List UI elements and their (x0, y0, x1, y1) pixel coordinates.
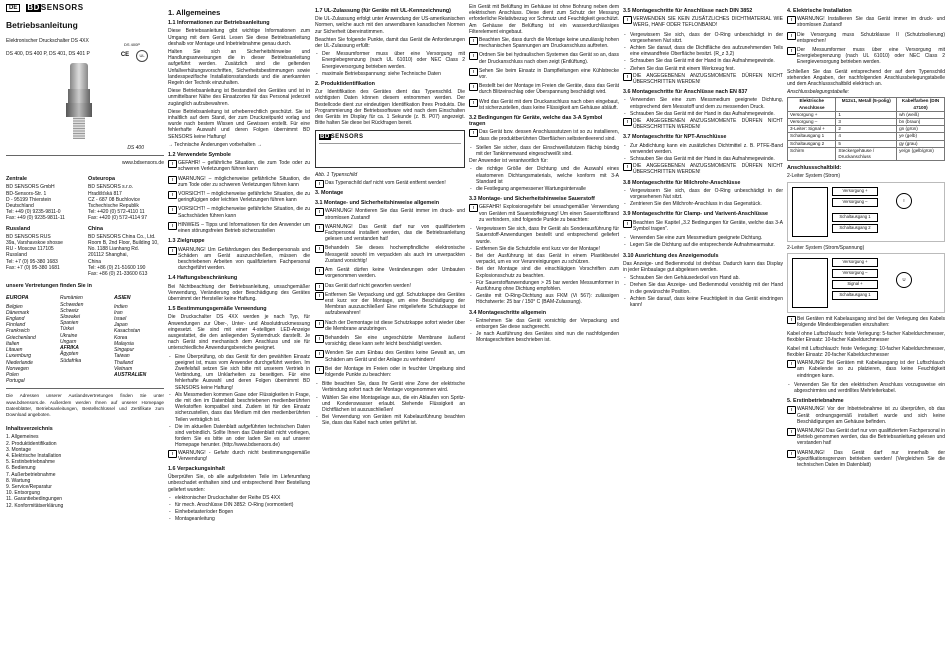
warning-note: ! DIE ANGEGEBENEN ANZUGSMOMENTE DÜRFEN NICHT ÜBERSCHRITTEN WERDEN! (623, 118, 783, 130)
warning-note: ! WARNUNG! – möglicherweise gefährliche Situation, die zum Tode oder zu schweren Verletzungen führen kann (168, 176, 310, 188)
warning-note: ! WARNUNG! Bei Geräten mit Kabelausgang ist der Luftschlauch am Kabelende so zu platzieren, dass keine Feuchtigkeit eindringen kann. (787, 360, 945, 379)
section-heading: 3.9 Montageschritte für Clamp- und Varivent-Anschlüsse (623, 211, 768, 218)
image-caption: DS 400 (127, 144, 144, 151)
list-item: - Schrauben Sie das Gerät mit der Hand in das Aufnahmegewinde. (623, 58, 783, 64)
paragraph: Der Anwender ist verantwortlich für: (469, 158, 548, 165)
toc-item: 8. Wartung (6, 477, 31, 484)
language-badge: DE (6, 4, 20, 12)
warning-note: ! WARNUNG! Installieren Sie das Gerät immer im druck- und stromlosen Zustand! (787, 16, 945, 28)
toc-item: 5. Erstinbetriebnahme (6, 459, 55, 466)
warning-note: ! DIE ANGEGEBENEN ANZUGSMOMENTE DÜRFEN NICHT ÜBERSCHRITTEN WERDEN! (623, 73, 783, 85)
country-item: Belgien (6, 303, 23, 310)
list-item: - Für Sauerstoffanwendungen > 25 bar werden Messumformer in Ausführung ohne Dichtung empfohlen. (469, 280, 619, 292)
list-item: - Bei Verwendung von Geräten mit Kabelausführung beachten Sie, dass das Kabel nach unten geführt ist. (315, 414, 465, 426)
country-item: AFRIKA (60, 345, 79, 352)
table-of-contents (6, 434, 164, 508)
table-cell: gy (grau) (897, 140, 945, 147)
list-item: - Je nach Ausführung des Gerätes sind nun die nachfolgenden Montageschritten beschrieben ist. (469, 331, 619, 343)
section-heading: 2. Produktidentifikation (315, 81, 375, 88)
section-heading: 3.6 Montageschritte für Anschlüsse nach EN 837 (623, 89, 748, 96)
section-heading: 1.2 Verwendete Symbole (168, 152, 231, 159)
table-cell: gn (grün) (897, 126, 945, 133)
table-cell: Steckergehäuse / Druckanschluss (836, 147, 897, 160)
country-item: Ägypten (60, 351, 79, 358)
section-ul-identification (315, 4, 465, 428)
wiring-diagram-2-wire: Versorgung + Versorgung – Schaltausgang 1 Schaltausgang 2 I (787, 182, 945, 242)
section-heading: 3.8 Montageschritte für Milchrohr-Anschlüsse (623, 179, 741, 186)
country-item: Südafrika (60, 357, 82, 364)
country-item: Schweiz (60, 307, 79, 314)
website: www.bdsensors.de (122, 160, 164, 167)
country-item: Ukraine (60, 332, 78, 339)
table-cell: ye (gelb) (897, 133, 945, 140)
table-header: Kabelfarben (DIN 47100) (897, 98, 945, 111)
section-heading: 3.5 Montageschritte für Anschlüsse nach DIN 3852 (623, 8, 753, 14)
warning-note: ! Beachten Sie, dass durch die Montage keine unzulässig hohen mechanischen Spannungen am Druckanschluss auftreten. (469, 37, 619, 49)
cover-column (6, 4, 164, 509)
partners-title: unsere Vertretungen finden Sie in (6, 283, 92, 290)
table-cell: 5 (836, 140, 897, 147)
warning-note: ! DIE ANGEGEBENEN ANZUGSMOMENTE DÜRFEN NICHT ÜBERSCHRITTEN WERDEN! (623, 163, 783, 175)
section-heading: 3.4 Montageschritte allgemein (469, 309, 546, 316)
list-item: - die richtige Größe der Dichtung und die Auswahl eines elastomeren Dichtungsmaterials, welche konform mit 3-A Standard ist (469, 166, 619, 185)
section-mounting (469, 4, 619, 345)
country-item: Schweden (60, 301, 84, 308)
list-item: - Stellen Sie sicher, dass der Einschweißstutzen flächig bündig mit der Tankinnenwand eingeschweißt sind. (469, 145, 619, 157)
list-item: - Eine Überprüfung, ob das Gerät für den gewählten Einsatz geeignet ist, muss vom Anwender durchgeführt werden. Im Zweifelsfall setzen Sie sich bitte mit unserem Vertrieb in Verbindung, um Unklarheiten zu beseitigen. Für eine fehlerhafte Auswahl und deren Folgen übernimmt BD SENSORS keine Haftung! (168, 354, 310, 391)
table-row (788, 133, 945, 140)
warning-note: ! GEFAHR! Explosionsgefahr bei unsachgemäßer Verwendung von Geräten mit Sauerstoffeignung! Um einen Sauerstoffbrand zu verhindern, sind folgende Punkte zu beachten: (469, 204, 619, 223)
model-list: DS 400, DS 400 P, DS 401, DS 401 P (6, 50, 90, 57)
country-item: Polen (6, 371, 19, 378)
list-item: - Vergewissern Sie sich, dass der O-Ring unbeschädigt in der vorgesehenen Nut sitzt. (623, 188, 783, 200)
table-cell: bn (braun) (897, 119, 945, 126)
country-item: Ungarn (60, 338, 77, 345)
table-cell: wh (weiß) (897, 111, 945, 118)
section-heading: 1.5 Bestimmungsgemäße Verwendung (168, 306, 267, 313)
country-item: Singapur (114, 347, 135, 354)
toc-title: Inhaltsverzeichnis (6, 426, 53, 433)
region-heading: EUROPA (6, 295, 29, 302)
brand-logo: BDSENSORS (27, 4, 84, 12)
warning-note: ! Das Gerät bzw. dessen Anschlussstutzen ist so zu installieren, dass die produktberührten Oberflächen selbstentleerend sind. (469, 129, 619, 141)
list-item: - Verwenden Sie für den elektrischen Anschluss vorzugsweise ein abgeschirmtes und verdrilltes Mehrleiterkabel. (787, 382, 945, 394)
table-cell: Schaltausgang 2 (788, 140, 836, 147)
table-header: Elektrische Anschlüsse (788, 98, 836, 111)
pin-assignment-table (787, 97, 945, 161)
country-item: Griechenland (6, 334, 36, 341)
country-item: Italien (6, 340, 20, 347)
paragraph: Die UL-Zulassung erfolgt unter Anwendung der US-amerikanischen Normen, welche auch mit den anwendbaren kanadischen Normen zur Sicherheit übereinstimmen. (315, 16, 465, 35)
warning-note: ! WARNUNG! Um Gefährdungen des Bedienpersonals und Schäden am Gerät auszuschließen, müssen die beschriebenen Arbeiten von qualifiziertem Fachpersonal durchgeführt werden. (168, 247, 310, 272)
diagram-2-title: 2-Leiter System (Strom/Spannung) (787, 244, 865, 251)
country-item: Thailand (114, 359, 134, 366)
pressure-switch-image (66, 63, 92, 143)
section-heading: 5. Erstinbetriebnahme (787, 398, 844, 405)
list-item: - Zentrieren Sie den Milchrohr-Anschluss in das Gegenstück. (623, 201, 783, 207)
list-item: - Bei der Montage sind die einschlägigen Vorschriften zum Explosionsschutz zu beachten. (469, 266, 619, 278)
warning-note: ! Entfernen Sie Verpackung und ggf. Schutzkappe des Gerätes erst kurz vor der Montage, um eine Beschädigung der Membran auszuschließen! Eine mitgelieferte Schutzkappe ist aufzubewahren! (315, 292, 465, 317)
table-cell: ye/gn (gelb/grün) (897, 147, 945, 160)
paragraph: Beachten Sie folgende Punkte, damit das Gerät die Anforderungen der UL-Zulassung erfüllt: (315, 36, 465, 50)
country-item: Portugal (6, 378, 25, 385)
country-item: Rumänien (60, 295, 83, 302)
section-heading: 1.6 Verpackungsinhalt (168, 466, 225, 472)
list-item: - elektronischer Druckschalter der Reihe DS 4XX (168, 495, 310, 501)
warning-note: ! Sehen Sie beim Einsatz in Dampfleitungen eine Kühlstrecke vor. (469, 68, 619, 80)
country-item: Indien (114, 303, 128, 310)
list-item: - Drehen Sie das Anzeige- und Bedienmodul vorsichtig mit der Hand in die gewünschte Position. (623, 282, 783, 294)
ce-mark: CE (120, 52, 130, 58)
table-cell: Schaltausgang 1 (788, 133, 836, 140)
paragraph: Ein Gerät mit Belüftung im Gehäuse ist ohne Bohrung neben dem elektrischen Anschluss. Diese dient zum Schutz der Messung erforderliche Relativbezug vor Schmutz und Feuchtigkeit geschützt. Am Gehäuse der Belüftung ist ein wasserdurchlässiges Filterelement eingebaut. (469, 4, 619, 35)
address-hq: BD SENSORS GmbH BD-Sensors-Str. 1 D - 95199 Thierstein Deutschland Tel: +49 (0) 9235-9811-0 Fax: +49 (0) 9235-9811-11 (6, 184, 65, 222)
country-item: Kasachstan (114, 328, 141, 335)
country-item: Malaysia (114, 340, 134, 347)
list-item: - Bei der Ausführung ist das Gerät in einem Plastikbeutel verpackt, um es vor Verunreinigungen zu schützen. (469, 253, 619, 265)
section-heading: 3.7 Montageschritte für NPT-Anschlüsse (623, 134, 727, 141)
warning-note: ! Der Messumformer muss über eine Versorgung mit Energiebegrenzung (nach UL 61010) oder NEC Class 2 Energieversorgung betrieben werden. (787, 47, 945, 66)
address-block: Zentrale BD SENSORS GmbH BD-Sensors-Str. 1 D - 95199 Thierstein Deutschland Tel: +49 (0) 9235-9811-0 Fax: +49 (0) 9235-9811-11 Russland BD SENSORS RUS 39a, Varshavskoe shosse RU - Moscow 117105 Russland Tel: +7 (0) 95-380 1683 Fax: +7 (0) 95-380 1681 Osteuropa BD SENSORS s.r.o. Hradišťská 817 CZ - 687 08 Buchlovice Tschechische Republik Tel: +420 (0) 572-4110 11 Fax: +420 (0) 572-4114 97 China BD SENSORS China Co., Ltd. Room B, 2nd Floor, Building 10, No. 1188 Lianhang Rd. 201112 Shanghai, China Tel: +86 (0) 21-51600 190 Fax: +86 (0) 21-33600 613 (6, 172, 164, 277)
paragraph: Die Druckschalter DS 4XX werden je nach Typ, für Anwendungen zur Über-, Unter- und Absolutdruckmessung eingesetzt. Sie sind mit einer 4-stelligen LED-Anzeige ausgestattet, die den anliegenden Systemdruck darstellt. Je nach Gerät sind mechanisch dem Anschluss und sie für unterschiedliche Anwendungsbereiche geeignet. (168, 314, 310, 352)
section-heading: 1.1 Informationen zur Betriebsanleitung (168, 20, 270, 27)
table-cell: 1 (836, 111, 897, 118)
list-item: - Ziehen Sie das Gerät mit einem Werkzeug fest. (623, 66, 783, 72)
country-item: Israel (114, 316, 127, 323)
warning-note: ! VORSICHT! – möglicherweise gefährliche Situation, die zu Sachschäden führen kann (168, 206, 310, 218)
list-item: - Verwenden Sie eine zum Messmedium geeignete Dichtung, entsprechend dem Messstoff und dem zu messenden Druck. (623, 97, 783, 109)
table-row (788, 111, 945, 118)
list-item: - Als Messmedien kommen Gase oder Flüssigkeiten in Frage, die mit den im Datenblatt beschriebenen medienberührten Werkstoffen kompatibel sind. Zudem ist für den Einsatz sicherzustellen, dass das Medium mit den medienberührten Teilen verträglich ist. (168, 392, 310, 423)
warning-note: ! GEFAHR! – gefährliche Situation, die zum Tode oder zu schweren Verletzungen führen kann (168, 160, 310, 172)
warning-note: ! WARNUNG! - Gefahr durch nicht bestimmungsgemäße Verwendung! (168, 450, 310, 462)
toc-item: 7. Außerbetriebnahme (6, 471, 56, 478)
section-heading: 1. Allgemeines (168, 8, 221, 17)
table-row (788, 126, 945, 133)
section-heading: 3.10 Ausrichtung des Anzeigemoduls (623, 252, 719, 259)
table-header: M12x1, Metall (5-polig) (836, 98, 897, 111)
warning-note: ! WARNUNG! Das Gerät darf nur von qualifiziertem Fachpersonal installiert werden, das die Betriebsanleitung gelesen und verstanden hat! (315, 224, 465, 243)
section-mounting-steps (623, 4, 783, 309)
section-heading: 4. Elektrische Installation (787, 8, 852, 14)
country-item: Finnland (6, 322, 26, 329)
list-item: - Entfernen Sie die Schutzfolie erst kurz vor der Montage! (469, 246, 619, 252)
table-cell: 3 (836, 119, 897, 126)
section-heading: 1.3 Zielgruppe (168, 238, 205, 245)
paragraph: Bei Nichtbeachtung der Betriebsanleitung, unsachgemäßer Verwendung, Veränderung oder Beschädigung des Gerätes übernimmt der Hersteller keine Haftung. (168, 283, 310, 302)
country-item: Litauen (6, 347, 23, 354)
list-item: - Montageanleitung (168, 516, 310, 522)
wiring-diagram-title: Anschlussschaltbild: (787, 165, 842, 172)
address-china: BD SENSORS China Co., Ltd. Room B, 2nd Floor, Building 10, No. 1188 Lianhang Rd. 201112 Shanghai, China Tel: +86 (0) 21-51600 190 Fax: +86 (0) 21-33600 613 (88, 233, 159, 278)
warning-note: ! HINWEIS – Tipps und Informationen für den Anwender um einen störungsfreien Betrieb sicherzustellen (168, 222, 310, 234)
list-item: - Die im aktuellen Datenblatt aufgeführten technischen Daten sind verbindlich. Sollte Ihnen das Datenblatt nicht vorliegen, fordern Sie es bitte an oder laden Sie es auf unserer Homepage herunter. (http://www.bdsensors.de) (168, 424, 310, 449)
country-item: Vietnam (114, 365, 133, 372)
warning-note: ! VORSICHT! – möglicherweise gefährliche Situation, die zu geringfügigen oder leichten Verletzungen führen kann (168, 191, 310, 203)
warning-note: ! Behandeln Sie dieses hochempfindliche elektronische Messgerät sowohl im verpackten als auch im unverpackten Zustand vorsichtig! (315, 245, 465, 264)
warning-note: ! Wenden Sie zum Einbau des Gerätes keine Gewalt an, um Schäden am Gerät und der Anlage zu verhindern! (315, 350, 465, 362)
warning-note: ! Am Gerät dürfen keine Veränderungen oder Umbauten vorgenommen werden. (315, 267, 465, 279)
country-item: Korea (114, 334, 128, 341)
warning-note: ! WARNUNG! Das Gerät darf nur innerhalb der Spezifikationsgrenzen betrieben werden! (Vergleichen Sie die technischen Daten im Datenblatt) (787, 450, 945, 469)
warning-note: ! Beachten Sie Kapitel „3.2 Bedingungen für Geräte, welche das 3-A Symbol tragen“. (623, 220, 783, 232)
list-item: - Vergewissern Sie sich, dass der O-Ring unbeschädigt in der vorgesehenen Nut sitzt. (623, 32, 783, 44)
paragraph: Kabel mit Luftschlauch: feste Verlegung: 10-facher Kabeldurchmesser, flexibler Einsatz: 20-facher Kabeldurchmesser (787, 345, 945, 358)
list-item: - Schrauben Sie das Gerät mit der Hand in das Aufnahmegewinde. (623, 156, 783, 162)
section-heading: 1.7 UL-Zulassung (für Geräte mit UL-Kennzeichnung) (315, 8, 451, 14)
warning-note: ! Nach der Demontage ist diese Schutzkappe sofort wieder über die Membrane anzubringen. (315, 320, 465, 332)
toc-item: 3. Montage (6, 446, 32, 453)
paragraph: Diese Betriebsanleitung ist Bestandteil des Gerätes und ist in unmittelbarer Nähe des Einsatzortes für das Personal jederzeit zugänglich aufzubewahren. (168, 88, 310, 107)
document-title: Betriebsanleitung (6, 20, 78, 31)
table-cell: Schirm (788, 147, 836, 160)
list-item: - Der Messumformer muss über eine Versorgung mit Energiebegrenzung (nach UL 61010) oder NEC Class 2 Energieversorgung betrieben werden. (315, 51, 465, 70)
paragraph: → Technische Änderungen vorbehalten → (168, 141, 262, 148)
country-item: Japan (114, 322, 128, 329)
toc-item: 9. Service/Reparatur (6, 483, 52, 490)
list-item: - Achten Sie darauf, dass keine Feuchtigkeit in das Gerät eindringen kann! (623, 296, 783, 308)
list-item: - Achten Sie darauf, dass die Dichtfläche des aufzunehmenden Teils eine einwandfreie Oberfläche besitzt. (R_z 3,2) (623, 45, 783, 57)
country-item: Luxemburg (6, 353, 32, 360)
table-cell: Versorgung + (788, 111, 836, 118)
toc-item: 12. Konformitätserklärung (6, 502, 64, 509)
warning-note: ! Das Gerät darf nicht geworfen werden! (315, 283, 465, 289)
country-item: Taiwan (114, 353, 130, 360)
paragraph: Kabel ohne Luftschlauch: feste Verlegung: 5-facher Kabeldurchmesser, flexibler Einsatz: 10-facher Kabeldurchmesser (787, 331, 945, 344)
footer-note: Die Adressen unserer Auslandsvertretungen finden Sie unter www.bdsensors.de. Außerdem werden Ihnen auf unserer Homepage Datenblätter, Betriebsanleitungen, Bestellschlüssel und Zertifikate zum Download angeboten. (6, 393, 164, 417)
paragraph: Halten Sie sich an Sicherheitshinweise und Handlungsanweisungen die in dieser Betriebsanleitung aufgeführt werden. Zusätzlich sind die geltenden Unfallverhütungsvorschriften, Sicherheitsbestimmungen sowie landesspezifische Installationsstandards und die anerkannten Regeln der Technik einzuhalten. (168, 49, 310, 87)
list-item: - maximale Betriebsspannung: siehe Technische Daten (315, 71, 465, 77)
country-item: Dänemark (6, 309, 30, 316)
table-cell: 3-Leiter: Signal + (788, 126, 836, 133)
section-heading: 3. Montage (315, 190, 344, 197)
type-plate-illustration: BDSENSORS (315, 130, 465, 167)
warning-note: ! Bei der Montage im Freien oder in feuchter Umgebung sind folgende Punkte zu beachten: (315, 366, 465, 378)
list-item: - Einhebetaster/oder Bogen (168, 509, 310, 515)
region-heading: ASIEN (114, 295, 131, 302)
ul-mark: UL (136, 50, 148, 62)
country-item: Türkei (60, 326, 74, 333)
section-electrical (787, 4, 945, 471)
country-item: Niederlande (6, 359, 33, 366)
country-item: Slowakei (60, 314, 81, 321)
toc-item: 4. Elektrische Installation (6, 452, 62, 459)
table-cell: Versorgung – (788, 119, 836, 126)
table-row (788, 147, 945, 160)
section-general (168, 4, 310, 524)
paragraph: Anschlussbelegungstabelle: (787, 89, 849, 96)
list-item: - Entnehmen Sie das Gerät vorsichtig der Verpackung und entsorgen Sie diese sachgerecht. (469, 318, 619, 330)
country-item: Iran (114, 309, 123, 316)
country-item: AUSTRALIEN (114, 371, 147, 378)
table-row (788, 119, 945, 126)
list-item: - Vergewissern Sie sich, dass Ihr Gerät als Sonderausführung für Sauerstoff-Anwendungen bestellt und entsprechend geliefert wurde. (469, 226, 619, 245)
list-item: - Geräte mit O-Ring-Dichtung aus FKM (Vi 567): zulässigen Höchstwerte: 25 bar / 150° C (BAM-Zulassung). (469, 293, 619, 305)
section-heading: 3.1 Montage- und Sicherheitshinweise allgemein (315, 200, 440, 207)
list-item: - Wählen Sie eine Montagelage aus, die ein Ablaufen von Spritz- und Kondenswasser erlaubt. Stehende Flüssigkeit an Dichtflächen ist auszuschließen! (315, 395, 465, 414)
list-item: - Verwenden Sie eine zum Messmedium geeignete Dichtung. (623, 235, 783, 241)
toc-item: 10. Entsorgung (6, 490, 40, 497)
table-row (788, 140, 945, 147)
address-russia: BD SENSORS RUS 39a, Varshavskoe shosse RU - Moscow 117105 Russland Tel: +7 (0) 95-380 1683 Fax: +7 (0) 95-380 1681 (6, 233, 63, 271)
warning-note: ! Bestellt bei der Montage im Freien die Geräte, dass das Gerät durch Blitzeinschlag oder Überspannung beschädigt wird. (469, 83, 619, 95)
warning-note: ! WARNUNG! Das Gerät darf nur von qualifiziertem Fachpersonal in Betrieb genommen werden, das die Betriebsanleitung gelesen und verstanden hat! (787, 428, 945, 447)
warning-note: ! WARNUNG! Montieren Sie das Gerät immer im druck- und stromlosen Zustand! (315, 208, 465, 220)
warning-note: ! WARNUNG! Vor der Inbetriebnahme ist zu überprüfen, ob das Gerät ordnungsgemäß installiert wurde und sich keine Beschädigungen am Gehäuse befinden. (787, 406, 945, 425)
toc-item: 6. Bedienung (6, 465, 36, 472)
address-east-europe: BD SENSORS s.r.o. Hradišťská 817 CZ - 687 08 Buchlovice Tschechische Republik Tel: +420 (0) 572-4110 11 Fax: +420 (0) 572-4114 97 (88, 184, 147, 222)
toc-item: 11. Garantiebedingungen (6, 496, 63, 503)
country-item: England (6, 316, 25, 323)
list-item: - Schrauben Sie das Gerät mit der Hand in das Aufnahmegewinde. (623, 111, 783, 117)
wiring-diagram-3-wire: Versorgung + Versorgung – Signal + Schaltausgang 1 U (787, 253, 945, 313)
list-item: - Legen Sie die Dichtung auf die entsprechende Aufnahmearmatur. (623, 242, 783, 248)
warning-note: ! Wird das Gerät mit dem Druckanschluss nach oben eingebaut, ist sicherzustellen, dass keine Flüssigkeit am Gehäuse abläuft. (469, 99, 619, 111)
warning-note: ! Die Versorgung muss Schutzklasse II (Schutzisolierung) entsprechen! (787, 32, 945, 44)
table-cell: 2 (836, 126, 897, 133)
warning-note: ! VERWENDEN SIE KEIN ZUSÄTZLICHES DICHTMATERIAL WIE WERG, HANF ODER TEFLONBAND! (623, 16, 783, 28)
paragraph: Zur Identifikation des Gerätes dient das Typenschild. Die wichtigsten Daten können diesem entnommen werden. Der Bestellcode dient zur eindeutigen Identifikation Ihres Produkts. Die Programmierung der Betriebssoftware wird nach dem Einschalten des Geräts im Display für ca. 1 Sekunde (z. B. P07) angezeigt. Bitte halten Sie diese bei Rückfragen bereit. (315, 89, 465, 127)
list-item: - Schrauben Sie den Gehäusedeckel von Hand ab. (623, 275, 783, 281)
paragraph: Diese Betriebsanleitung gibt wichtige Informationen zum Umgang mit dem Gerät. Lesen Sie diese Betriebsanleitung deshalb vor Montage und Inbetriebnahme genau durch. (168, 28, 310, 47)
paragraph: Schließen Sie das Gerät entsprechend der auf dem Typenschild stehenden Angaben, der nachfolgenden Anschlussbelegungstabelle und dem Anschlussschaltbild elektrisch an. (787, 68, 945, 88)
section-heading: 3.2 Bedingungen für Geräte, welche das 3-A Symbol tragen (469, 115, 603, 128)
paragraph: Diese Betriebsanleitung ist urheberrechtlich geschützt. Sie ist inhaltlich auf dem Stand, der zum Druckzeitpunkt vorlag und wurde nach bestem Wissen und Gewissen erstellt. Für eine fehlerhafte Auswahl und deren Folgen übernimmt BD SENSORS keine Haftung! (168, 108, 310, 140)
table-cell: 4 (836, 133, 897, 140)
country-item: Frankreich (6, 328, 30, 335)
paragraph: Abb. 1 Typenschild (315, 171, 358, 178)
country-list (6, 291, 164, 384)
warning-note: ! Ordnen Sie bei hydraulischen Systemen das Gerät so an, dass der Druckanschluss nach oben zeigt (Entlüftung). (469, 52, 619, 64)
section-heading: 3.3 Montage- und Sicherheitshinweise Sauerstoff (469, 196, 595, 203)
toc-item: 2. Produktidentifikation (6, 440, 57, 447)
subtitle: Elektronischer Druckschalter DS 4XX (6, 38, 89, 45)
toc-item: 1. Allgemeines (6, 434, 39, 441)
warning-note: ! Bei Geräten mit Kabelausgang sind bei der Verlegung des Kabels folgende Mindestbiegeradien einzuhalten: (787, 316, 945, 328)
paragraph: Das Anzeige- und Bedienmodul ist drehbar. Dadurch kann das Display in jeder Einbaulage gut abgelesen werden. (623, 260, 783, 273)
warning-note: ! Behandeln Sie eine ungeschützte Membrane äußerst vorsichtig; diese kann sehr leicht beschädigt werden. (315, 335, 465, 347)
country-item: Norwegen (6, 365, 29, 372)
diagram-1-title: 2-Leiter System (Strom) (787, 173, 841, 180)
paragraph: Überprüfen Sie, ob alle aufgelisteten Teile im Lieferumfang unbeschadet enthalten sind und entsprechend Ihrer Bestellung geliefert wurden: (168, 474, 310, 493)
list-item: - für mech. Anschlüsse DIN 3852: O-Ring (vormontiert) (168, 502, 310, 508)
model-mark: DS 400P (124, 42, 141, 47)
country-item: Spanien (60, 320, 79, 327)
list-item: - die Festlegung angemessener Wartungsintervalle (469, 186, 619, 192)
section-heading: 1.4 Haftungsbeschränkung (168, 275, 238, 282)
list-item: - Zur Abdichtung kann ein zusätzliches Dichtmittel z. B. PTFE-Band verwendet werden. (623, 143, 783, 155)
warning-note: ! Das Typenschild darf nicht vom Gerät entfernt werden! (315, 180, 465, 186)
list-item: - Bitte beachten Sie, dass Ihr Gerät eine Zone der elektrische Verbindung sofort nach der Montage vorgenommen wird. (315, 381, 465, 393)
